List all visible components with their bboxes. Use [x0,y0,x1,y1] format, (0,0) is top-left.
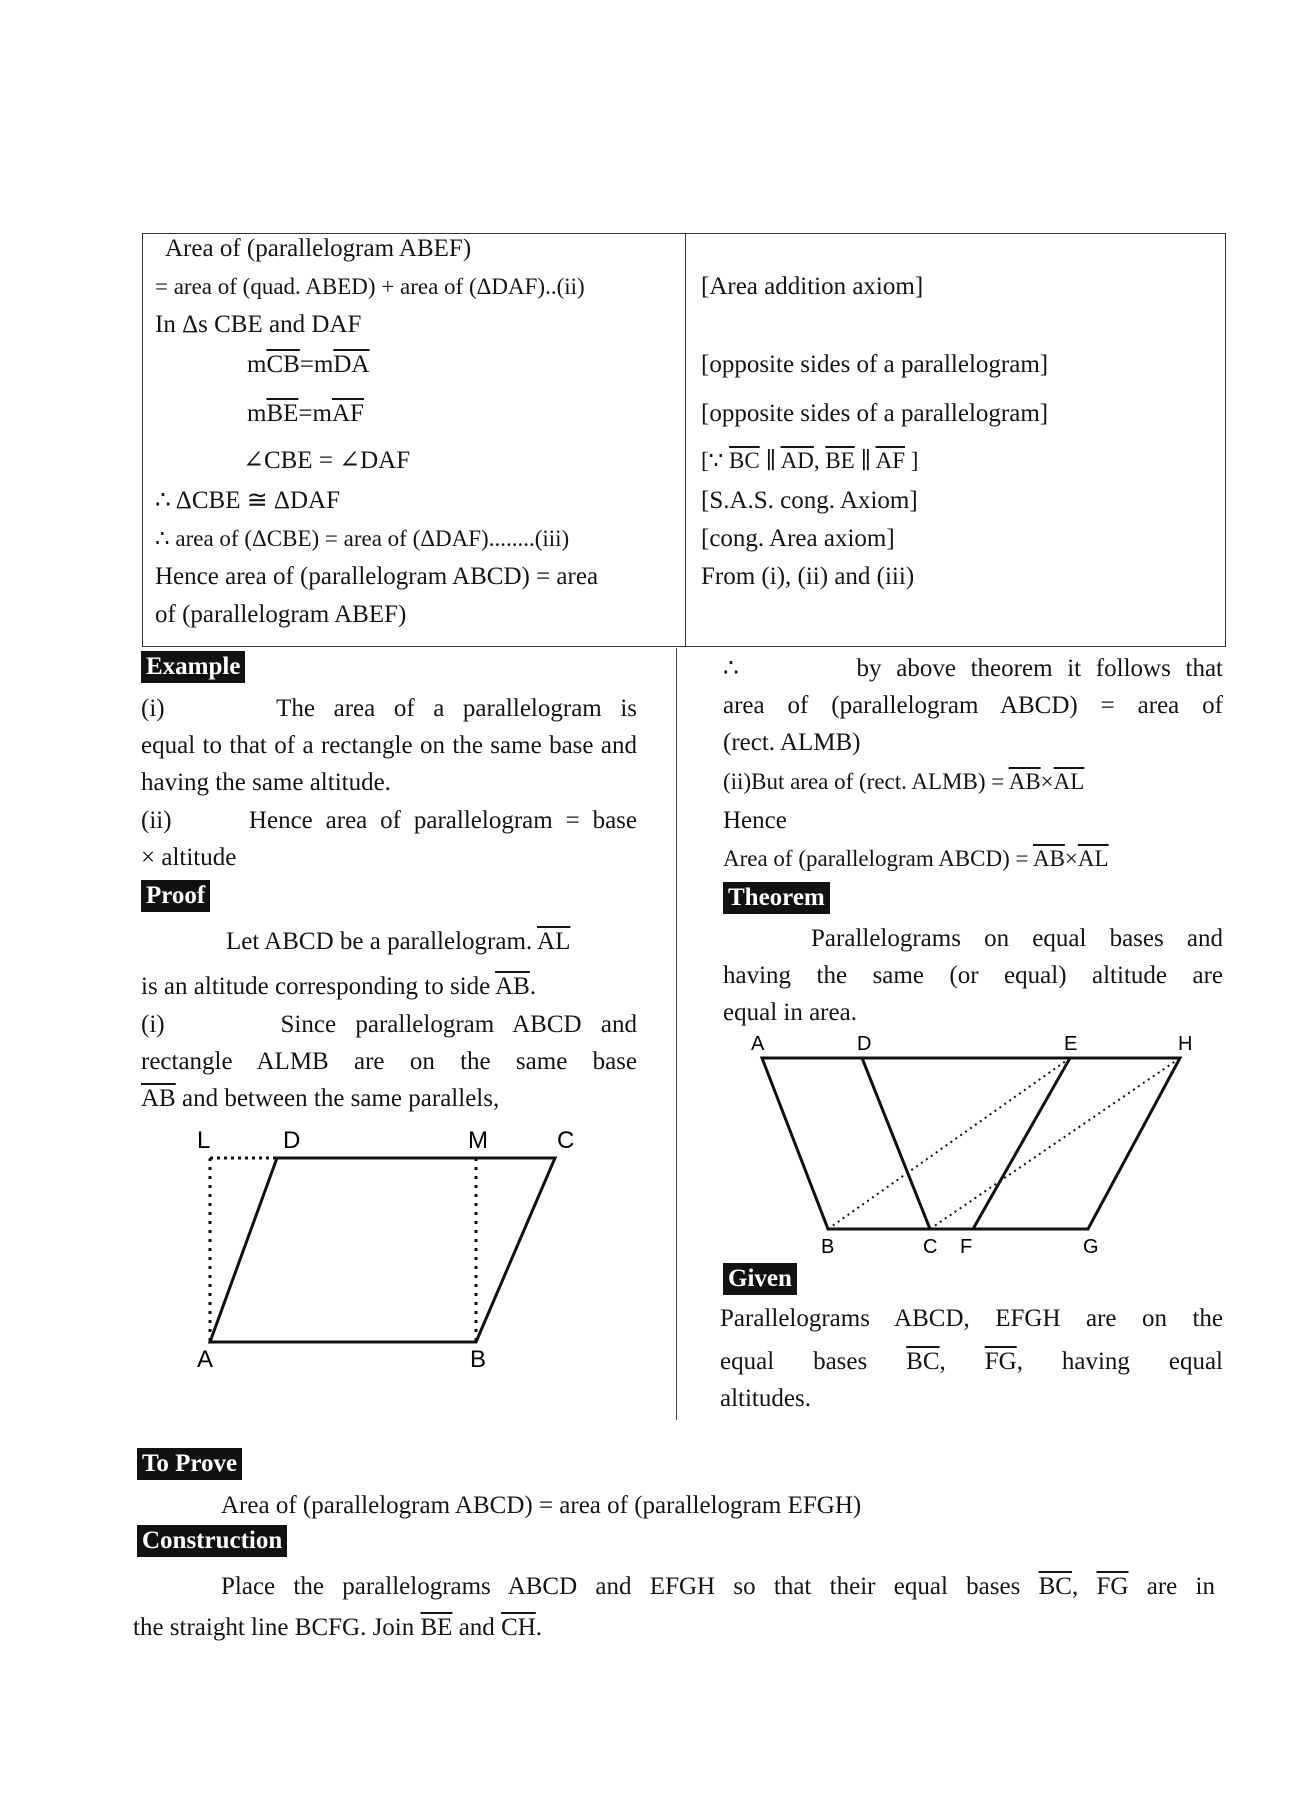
given-label: Given [723,1263,797,1295]
segment-BE [828,1058,1070,1229]
to-prove-label: To Prove [137,1448,242,1480]
reason-5: [opposite sides of a parallelogram] [701,400,1049,427]
label-A: A [751,1033,765,1055]
reason-9: From (i), (ii) and (iii) [701,563,915,590]
theorem-label: Theorem [723,882,830,914]
proof-label: Proof [141,880,210,912]
table-divider [685,234,686,646]
statement-2: = area of (quad. ABED) + area of (ΔDAF)..(ii) [155,274,585,299]
parallelogram-rectangle-figure [180,1120,600,1370]
label-H: H [1178,1033,1193,1055]
hence-label: Hence [723,807,787,834]
given-text: Parallelograms ABCD, EFGH are on the equal bases $\overline{BC}$, $\overline{FG}$, having equal altitudes. [720,1305,1223,1412]
parallelogram-ABCD [762,1058,930,1229]
label-C: C [557,1127,575,1154]
statement-7: ∴ ΔCBE ≅ ΔDAF [155,487,341,514]
reason-8: [cong. Area axiom] [701,525,895,552]
column-separator [676,648,677,1420]
label-A: A [197,1346,214,1370]
statement-1: Area of (parallelogram ABEF) [165,235,472,262]
parallelogram-EFGH [973,1058,1180,1229]
theorem-text: Parallelograms on equal bases and having the same (or equal) altitude are equal in area. [723,925,1223,1026]
construction-label: Construction [137,1525,287,1557]
statement-9: Hence area of (parallelogram ABCD) = area [155,563,599,590]
label-M: M [468,1127,488,1154]
proof-line-1: Let ABCD be a parallelogram. $\overline{AL}$ [226,928,571,955]
label-E: E [1064,1033,1078,1055]
reason-4: [opposite sides of a parallelogram] [701,351,1049,378]
construction-text: Place the parallelograms ABCD and EFGH so that their equal bases $\overline{BC}$, $\overline{FG}$ are in the straight line BCFG. Join $\overline{BE}$ and $\overline{CH}$. [133,1573,1215,1641]
proof-part-i: (i) Since parallelogram ABCD and rectangle ALMB are on the same base $\overline{AB}$ and between the same parallels, [141,1011,637,1112]
label-C: C [923,1236,938,1258]
label-L: L [197,1127,211,1154]
label-F: F [960,1236,973,1258]
reason-6: [∵ $\overline{BC}$ ∥ $\overline{AD}$, $\overline{BE}$ ∥ $\overline{AF}$ ] [701,448,919,473]
example-label: Example [141,651,245,683]
proof-line-2: is an altitude corresponding to side $\overline{AB}$. [141,973,537,1000]
to-prove-text: Area of (parallelogram ABCD) = area of (parallelogram EFGH) [221,1492,862,1519]
statement-5: $m\overline{BE}=m\overline{AF}$ [247,400,364,427]
parallelogram-ABCD [210,1158,555,1342]
example-part-i: (i) The area of a parallelogram is equal to that of a rectangle on the same base and having the same altitude. [141,695,637,796]
label-D: D [857,1033,872,1055]
label-B: B [821,1236,835,1258]
reason-7: [S.A.S. cong. Axiom] [701,487,918,514]
statement-4: $m\overline{CB}=m\overline{DA}$ [247,351,370,378]
label-B: B [470,1346,487,1370]
equal-bases-figure [735,1028,1205,1258]
label-G: G [1083,1236,1099,1258]
proof-table [142,233,1226,647]
therefore-paragraph: ∴ by above theorem it follows that area of (parallelogram ABCD) = area of (rect. ALMB) [723,655,1224,756]
reason-2: [Area addition axiom] [701,273,924,300]
statement-6: ∠CBE = ∠DAF [243,447,411,474]
statement-10: of (parallelogram ABEF) [155,601,407,628]
statement-8: ∴ area of (ΔCBE) = area of (ΔDAF)........(iii) [155,526,570,551]
right-part-ii: (ii)But area of (rect. ALMB) = $\overline{AB}\times\overline{AL}$ [723,769,1085,794]
example-part-ii: (ii) Hence area of parallelogram = base × altitude [141,807,638,871]
area-formula: Area of (parallelogram ABCD) = $\overline{AB}\times\overline{AL}$ [723,846,1109,871]
label-D: D [283,1127,301,1154]
statement-3: In Δs CBE and DAF [155,311,362,338]
